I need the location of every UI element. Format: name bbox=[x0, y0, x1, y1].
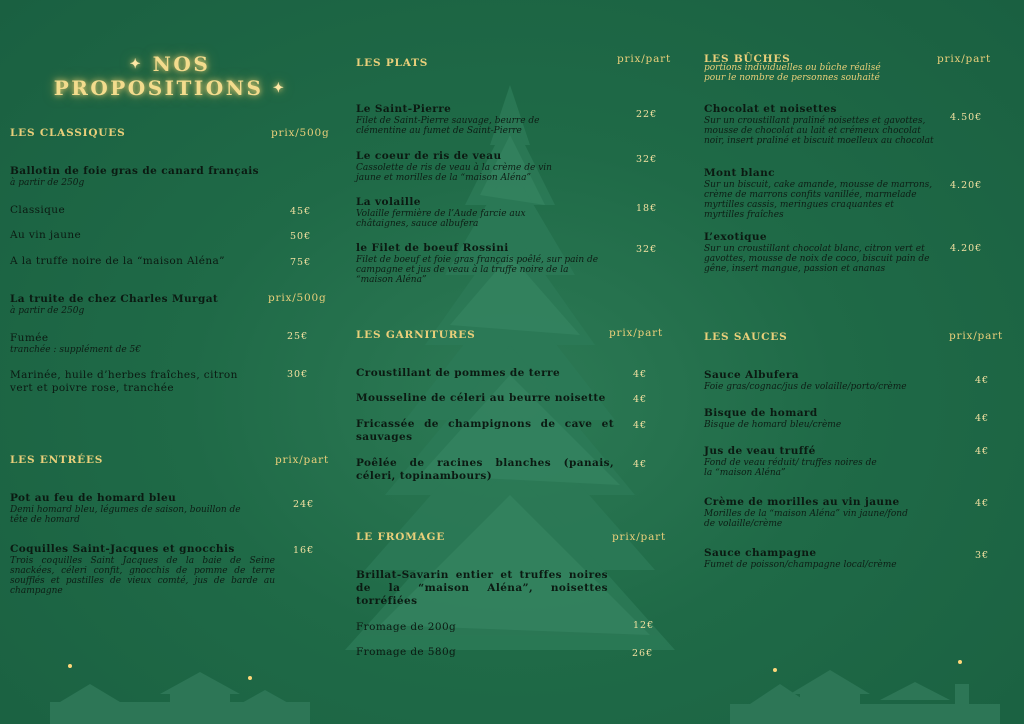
item-name: Bisque de homard bbox=[704, 407, 818, 419]
fromage-heading: LE FROMAGE bbox=[356, 531, 446, 543]
item-price: 25€ bbox=[287, 331, 309, 342]
menu-item bbox=[704, 547, 949, 570]
garnitures-heading: LES GARNITURES bbox=[356, 329, 476, 341]
item-name: Coquilles Saint-Jacques et gnocchis bbox=[10, 543, 235, 555]
item-price: 4€ bbox=[975, 413, 990, 424]
item-price: 4€ bbox=[975, 446, 990, 457]
brillat-item bbox=[356, 569, 608, 608]
item-price: 18€ bbox=[636, 203, 658, 214]
item-name: Fromage de 580g bbox=[356, 646, 457, 658]
item-name: A la truffe noire de la “maison Aléna” bbox=[10, 255, 225, 267]
menu-item bbox=[10, 492, 260, 525]
item-desc: Sur un croustillant praliné noisettes et gavottes, mousse de chocolat au lait et crémeux chocolat noir, insert praliné et biscuit moelleux au chocolat bbox=[704, 116, 934, 146]
item-price: 12€ bbox=[633, 620, 655, 631]
item-price: 16€ bbox=[293, 545, 315, 556]
menu-item bbox=[10, 204, 65, 217]
item-price: 30€ bbox=[287, 369, 309, 380]
item-name: Crème de morilles au vin jaune bbox=[704, 496, 900, 508]
item-name: Jus de veau truffé bbox=[704, 445, 816, 457]
item-price: 4€ bbox=[975, 375, 990, 386]
item-name: Fumée bbox=[10, 332, 49, 344]
menu-item bbox=[356, 457, 614, 483]
page-title: ✦ NOS PROPOSITIONS ✦ bbox=[53, 52, 287, 100]
menu-item bbox=[704, 407, 949, 430]
item-price: 4.20€ bbox=[950, 243, 983, 254]
menu-item bbox=[356, 646, 456, 659]
item-desc: Fond de veau réduit/ truffes noires de la “maison Aléna” bbox=[704, 458, 877, 478]
truite-price-heading: prix/500g bbox=[268, 292, 327, 304]
item-name: Sauce Albufera bbox=[704, 369, 799, 381]
menu-item bbox=[704, 103, 934, 146]
item-desc: Fumet de poisson/champagne local/crème bbox=[704, 560, 897, 570]
item-name: Mousseline de céleri au beurre noisette bbox=[356, 392, 606, 404]
buches-heading: LES BÛCHES bbox=[704, 53, 791, 65]
menu-item bbox=[356, 150, 571, 183]
fumee-item bbox=[10, 332, 280, 355]
menu-item bbox=[356, 621, 456, 634]
buches-price-heading: prix/part bbox=[937, 53, 991, 65]
menu-item bbox=[10, 543, 275, 596]
marinee-item bbox=[10, 369, 260, 395]
menu-item bbox=[704, 231, 934, 274]
item-name: Sauce champagne bbox=[704, 547, 817, 559]
menu-item bbox=[356, 367, 611, 380]
item-name: Fricassée de champignons de cave et sauvages bbox=[356, 418, 614, 443]
item-price: 75€ bbox=[290, 257, 312, 268]
sauces-heading: LES SAUCES bbox=[704, 331, 788, 343]
item-price: 4.20€ bbox=[950, 180, 983, 191]
item-note: tranchée : supplément de 5€ bbox=[10, 345, 142, 355]
item-price: 22€ bbox=[636, 109, 658, 120]
entrees-price-heading: prix/part bbox=[275, 454, 329, 466]
item-name: Au vin jaune bbox=[10, 229, 82, 241]
garnitures-price-heading: prix/part bbox=[609, 327, 663, 339]
item-desc: Sur un croustillant chocolat blanc, citron vert et gavottes, mousse de noix de coco, biscuit pain de gêne, insert mangue, passion et ananas bbox=[704, 244, 930, 274]
item-price: 4€ bbox=[633, 394, 648, 405]
item-name: Ballotin de foie gras de canard français bbox=[10, 165, 259, 177]
sauces-price-heading: prix/part bbox=[949, 330, 1003, 342]
menu-item bbox=[356, 103, 571, 136]
sparkle-left-icon: ✦ bbox=[129, 57, 144, 72]
item-desc: Cassolette de ris de veau à la crème de vin jaune et morilles de la “maison Aléna” bbox=[356, 163, 552, 183]
item-name: Le coeur de ris de veau bbox=[356, 150, 502, 162]
item-name: Croustillant de pommes de terre bbox=[356, 367, 561, 379]
item-price: 4€ bbox=[975, 498, 990, 509]
item-desc: Trois coquilles Saint Jacques de la baie de Seine snackées, céleri confit, gnocchis de pomme de terre soufflés et pastilles de vieux comté, jus de barde au champagne bbox=[10, 556, 275, 596]
item-desc: Filet de Saint-Pierre sauvage, beurre de clémentine au fumet de Saint-Pierre bbox=[356, 116, 540, 136]
item-note: à partir de 250g bbox=[10, 306, 85, 316]
item-desc: Volaille fermière de l’Aude farcie aux châtaignes, sauce albufera bbox=[356, 209, 526, 229]
item-name: L’exotique bbox=[704, 231, 767, 243]
item-price: 32€ bbox=[636, 244, 658, 255]
menu-item bbox=[704, 445, 879, 478]
item-price: 4€ bbox=[633, 420, 648, 431]
menu-item bbox=[10, 255, 225, 268]
truite-item bbox=[10, 293, 265, 316]
menu-item bbox=[356, 196, 571, 229]
item-name: Classique bbox=[10, 204, 66, 216]
ballotin-item bbox=[10, 165, 300, 188]
item-desc: Bisque de homard bleu/crème bbox=[704, 420, 842, 430]
item-price: 32€ bbox=[636, 154, 658, 165]
entrees-heading: LES ENTRÉES bbox=[10, 454, 104, 466]
sparkle-right-icon: ✦ bbox=[272, 81, 287, 96]
village-right-illustration bbox=[730, 654, 1000, 724]
item-price: 4€ bbox=[633, 369, 648, 380]
item-name: le Filet de boeuf Rossini bbox=[356, 242, 509, 254]
village-left-illustration bbox=[50, 654, 310, 724]
item-desc: Sur un biscuit, cake amande, mousse de marrons, crème de marrons confits vanillée, marmelade myrtilles cassis, meringues craquantes et myrtilles fraîches bbox=[704, 180, 933, 220]
item-desc: Morilles de la “maison Aléna” vin jaune/fond de volaille/crème bbox=[704, 509, 908, 529]
item-name: La truite de chez Charles Murgat bbox=[10, 293, 219, 305]
item-name: Fromage de 200g bbox=[356, 621, 457, 633]
classiques-heading: LES CLASSIQUES bbox=[10, 127, 126, 139]
item-name: Poêlée de racines blanches (panais, céleri, topinambours) bbox=[356, 457, 614, 482]
item-note: à partir de 250g bbox=[10, 178, 85, 188]
item-price: 50€ bbox=[290, 231, 312, 242]
item-name: Chocolat et noisettes bbox=[704, 103, 837, 115]
item-price: 3€ bbox=[975, 550, 990, 561]
menu-item bbox=[356, 418, 614, 444]
item-name: Marinée, huile d’herbes fraîches, citron vert et poivre rose, tranchée bbox=[10, 369, 238, 394]
item-desc: Demi homard bleu, légumes de saison, bouillon de tête de homard bbox=[10, 505, 241, 525]
plats-heading: LES PLATS bbox=[356, 57, 429, 69]
item-name: Brillat-Savarin entier et truffes noires de la “maison Aléna”, noisettes torréfiées bbox=[356, 569, 608, 607]
item-price: 45€ bbox=[290, 206, 312, 217]
menu-item bbox=[356, 242, 606, 285]
buches-subtitle: portions individuelles ou bûche réalisé pour le nombre de personnes souhaité bbox=[704, 63, 881, 83]
item-price: 4€ bbox=[633, 459, 648, 470]
classiques-price-heading: prix/500g bbox=[271, 127, 330, 139]
item-desc: Foie gras/cognac/jus de volaille/porto/crème bbox=[704, 382, 907, 392]
item-price: 4.50€ bbox=[950, 112, 983, 123]
item-desc: Filet de boeuf et foie gras français poêlé, sur pain de campagne et jus de veau à la truffe noire de la “maison Aléna” bbox=[356, 255, 599, 285]
item-name: Pot au feu de homard bleu bbox=[10, 492, 177, 504]
menu-item bbox=[356, 392, 616, 405]
item-price: 26€ bbox=[632, 648, 654, 659]
plats-price-heading: prix/part bbox=[617, 53, 671, 65]
item-name: Le Saint-Pierre bbox=[356, 103, 452, 115]
menu-item bbox=[704, 369, 949, 392]
menu-item bbox=[704, 496, 914, 529]
fromage-price-heading: prix/part bbox=[612, 531, 666, 543]
item-name: Mont blanc bbox=[704, 167, 775, 179]
item-name: La volaille bbox=[356, 196, 421, 208]
item-price: 24€ bbox=[293, 499, 315, 510]
menu-item bbox=[704, 167, 934, 220]
menu-item bbox=[10, 229, 81, 242]
